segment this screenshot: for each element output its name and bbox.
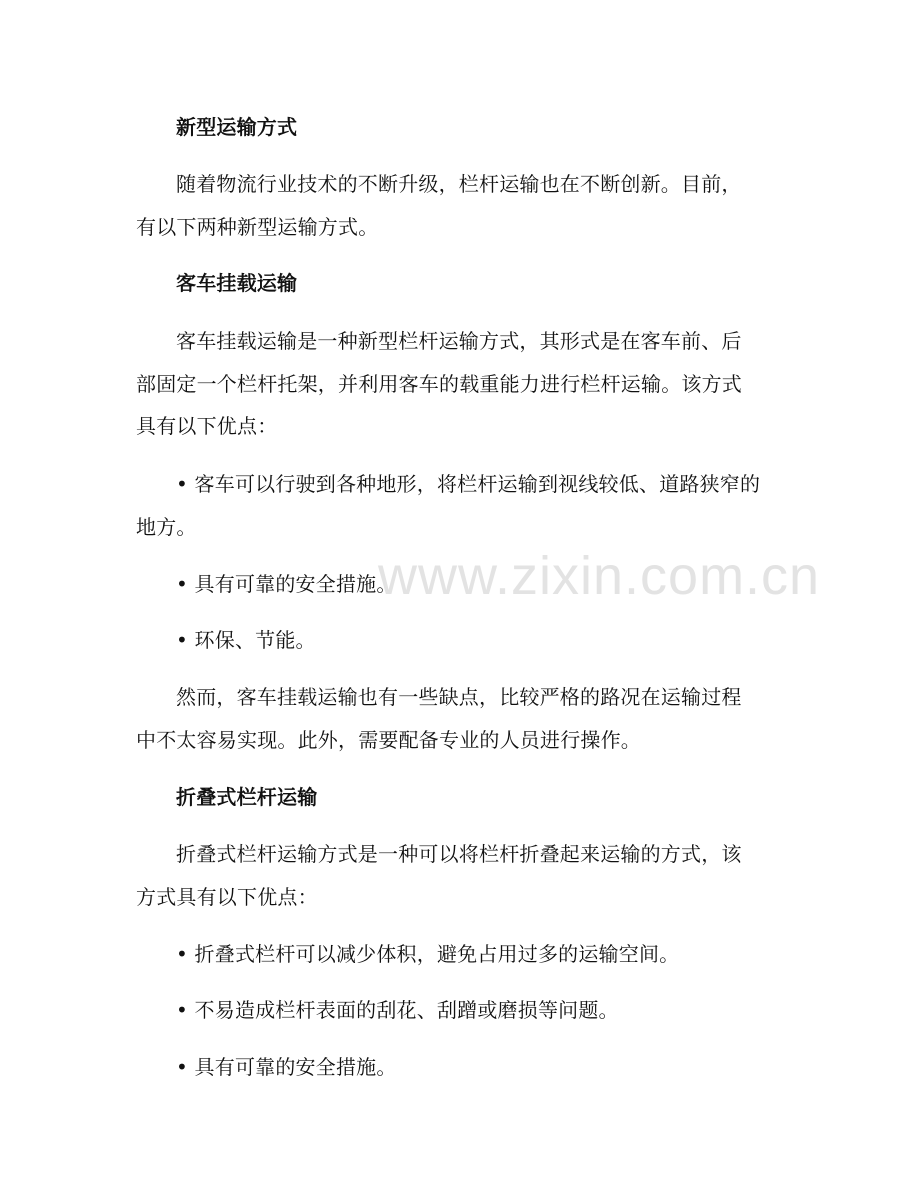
bullet-bus-advantage-2: • 具有可靠的安全措施。	[176, 572, 397, 596]
bullet-bus-advantage-3: • 环保、节能。	[176, 628, 316, 652]
bullet-bus-advantage-1-line-1: • 客车可以行驶到各种地形，将栏杆运输到视线较低、道路狭窄的	[176, 472, 761, 496]
paragraph-folding-line-1: 折叠式栏杆运输方式是一种可以将栏杆折叠起来运输的方式，该	[176, 842, 742, 866]
watermark: www.zixin.com.cn	[378, 546, 821, 606]
paragraph-bus-drawbacks-line-1: 然而，客车挂载运输也有一些缺点，比较严格的路况在运输过程	[176, 685, 742, 709]
paragraph-bus-line-1: 客车挂载运输是一种新型栏杆运输方式，其形式是在客车前、后	[176, 329, 742, 353]
section-heading-new-transport: 新型运输方式	[176, 115, 298, 139]
bullet-folding-advantage-2: • 不易造成栏杆表面的刮花、刮蹭或磨损等问题。	[176, 998, 619, 1022]
paragraph-bus-drawbacks-line-2: 中不太容易实现。此外，需要配备专业的人员进行操作。	[136, 728, 641, 752]
section-heading-bus-mounted: 客车挂载运输	[176, 271, 298, 295]
bullet-folding-advantage-1: • 折叠式栏杆可以减少体积，避免占用过多的运输空间。	[176, 942, 680, 966]
paragraph-intro-line-1: 随着物流行业技术的不断升级，栏杆运输也在不断创新。目前，	[176, 172, 742, 196]
paragraph-bus-line-2: 部固定一个栏杆托架，并利用客车的载重能力进行栏杆运输。该方式	[136, 372, 742, 396]
bullet-bus-advantage-1-line-2: 地方。	[136, 515, 197, 539]
section-heading-folding: 折叠式栏杆运输	[176, 785, 318, 809]
bullet-folding-advantage-3: • 具有可靠的安全措施。	[176, 1055, 397, 1079]
paragraph-folding-line-2: 方式具有以下优点：	[136, 885, 318, 909]
paragraph-bus-line-3: 具有以下优点：	[136, 414, 278, 438]
paragraph-intro-line-2: 有以下两种新型运输方式。	[136, 215, 379, 239]
